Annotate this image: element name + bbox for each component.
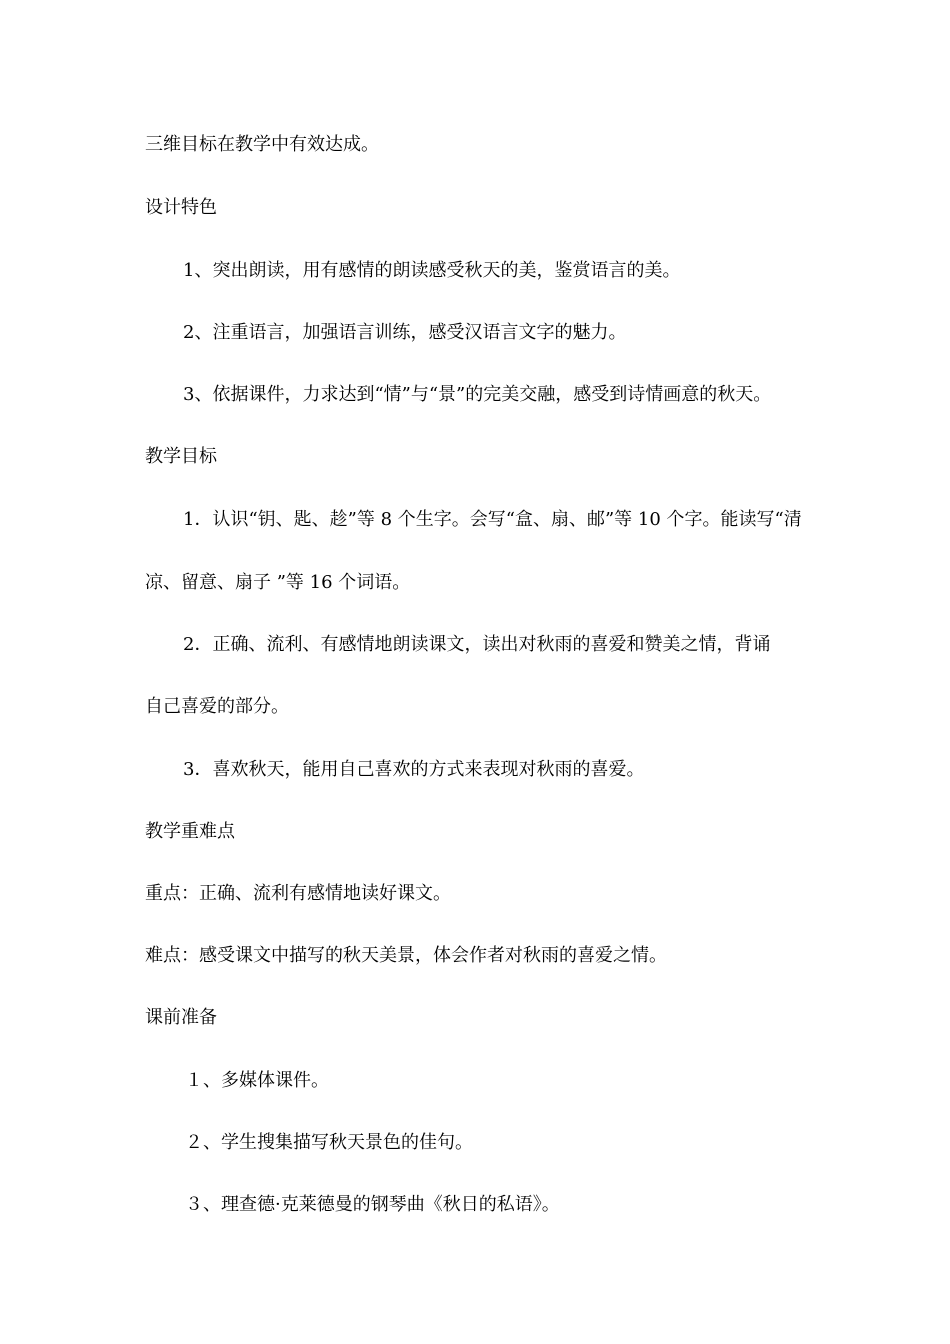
goal-3: 3．喜欢秋天，能用自己喜欢的方式来表现对秋雨的喜爱。 <box>183 759 645 780</box>
preparation-item-1: １、多媒体课件。 <box>185 1070 329 1091</box>
goal-1-line-2: 凉、留意、扇子 ”等 16 个词语。 <box>145 572 411 593</box>
design-features-heading: 设计特色 <box>145 197 217 218</box>
design-feature-item-2: 2、注重语言，加强语言训练，感受汉语言文字的魅力。 <box>183 322 627 343</box>
design-feature-item-1: 1、突出朗读，用有感情的朗读感受秋天的美，鉴赏语言的美。 <box>183 260 681 281</box>
goal-1-line-1: 1．认识“钥、匙、趁”等 8 个生字。会写“盒、扇、邮”等 10 个字。能读写“清 <box>183 509 802 530</box>
goal-2-line-2: 自己喜爱的部分。 <box>145 696 289 717</box>
preparation-item-3: ３、理查德·克莱德曼的钢琴曲《秋日的私语》。 <box>185 1194 560 1215</box>
key-points-heading: 教学重难点 <box>145 821 235 842</box>
design-feature-item-3: 3、依据课件，力求达到“情”与“景”的完美交融，感受到诗情画意的秋天。 <box>183 384 772 405</box>
teaching-goals-heading: 教学目标 <box>145 446 217 467</box>
goal-2-line-1: 2．正确、流利、有感情地朗读课文，读出对秋雨的喜爱和赞美之情，背诵 <box>183 634 771 655</box>
intro-text: 三维目标在教学中有效达成。 <box>145 134 379 155</box>
preparation-item-2: ２、学生搜集描写秋天景色的佳句。 <box>185 1132 473 1153</box>
key-point-text: 重点：正确、流利有感情地读好课文。 <box>145 883 451 904</box>
difficult-point-text: 难点：感受课文中描写的秋天美景，体会作者对秋雨的喜爱之情。 <box>145 945 667 966</box>
preparation-heading: 课前准备 <box>145 1007 217 1028</box>
